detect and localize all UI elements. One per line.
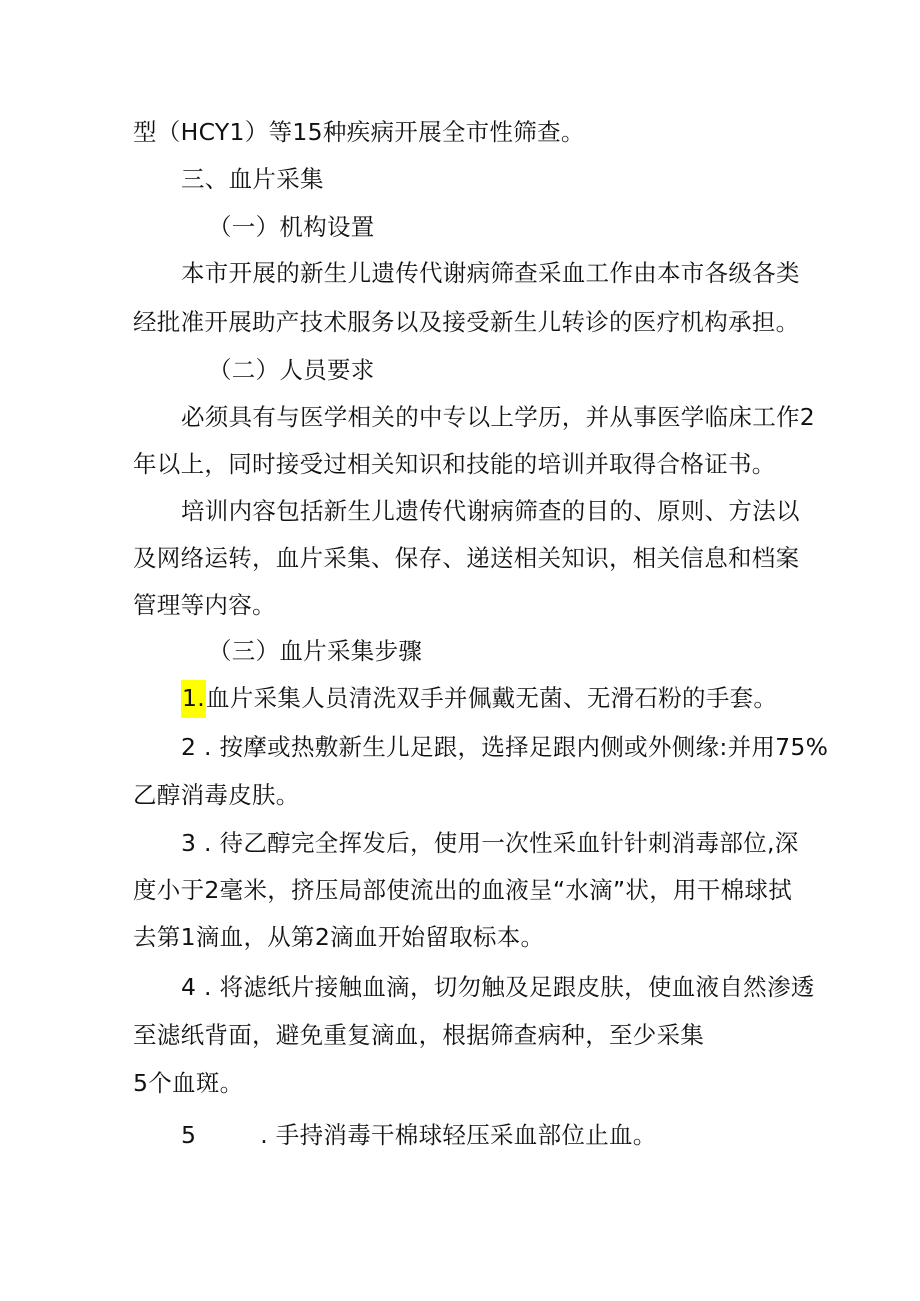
paragraph-line: 经批准开展助产技术服务以及接受新生儿转诊的医疗机构承担。	[133, 308, 800, 336]
subsection-heading: （二）人员要求	[208, 356, 375, 384]
paragraph-line: 培训内容包括新生儿遗传代谢病筛查的目的、原则、方法以	[181, 497, 800, 525]
step-line: 2 . 按摩或热敷新生儿足跟，选择足跟内侧或外侧缘:并用75%	[181, 733, 829, 761]
paragraph-line: 管理等内容。	[133, 591, 276, 619]
subsection-heading: （一）机构设置	[208, 213, 375, 241]
paragraph-line: 至滤纸背面，避免重复滴血，根据筛查病种，至少采集	[133, 1021, 705, 1049]
step-line: 4 . 将滤纸片接触血滴，切勿触及足跟皮肤，使血液自然渗透	[181, 973, 815, 1001]
step-line	[181, 683, 777, 713]
paragraph-line: 乙醇消毒皮肤。	[133, 781, 300, 809]
paragraph-line: 必须具有与医学相关的中专以上学历，并从事医学临床工作2	[181, 403, 816, 431]
paragraph-line: 本市开展的新生儿遗传代谢病筛查采血工作由本市各级各类	[181, 259, 800, 287]
paragraph-line: 5个血斑。	[133, 1069, 244, 1097]
step-text: . 手持消毒干棉球轻压采血部位止血。	[260, 1121, 657, 1149]
step-line	[181, 1120, 657, 1150]
paragraph-line: 度小于2毫米，挤压局部使流出的血液呈“水滴”状，用干棉球拭	[133, 876, 792, 904]
subsection-heading: （三）血片采集步骤	[208, 637, 423, 665]
paragraph-line: 年以上，同时接受过相关知识和技能的培训并取得合格证书。	[133, 450, 776, 478]
paragraph-line: 型（HCY1）等15种疾病开展全市性筛查。	[133, 118, 585, 146]
paragraph-line: 去第1滴血，从第2滴血开始留取标本。	[133, 923, 545, 951]
step-text: 血片采集人员清洗双手并佩戴无菌、无滑石粉的手套。	[206, 684, 778, 712]
step-number: 5	[181, 1121, 197, 1149]
highlighted-step-number: 1.	[181, 680, 206, 718]
section-heading: 三、血片采集	[181, 165, 324, 193]
paragraph-line: 及网络运转，血片采集、保存、递送相关知识，相关信息和档案	[133, 544, 800, 572]
step-line: 3 . 待乙醇完全挥发后，使用一次性采血针针刺消毒部位,深	[181, 829, 799, 857]
